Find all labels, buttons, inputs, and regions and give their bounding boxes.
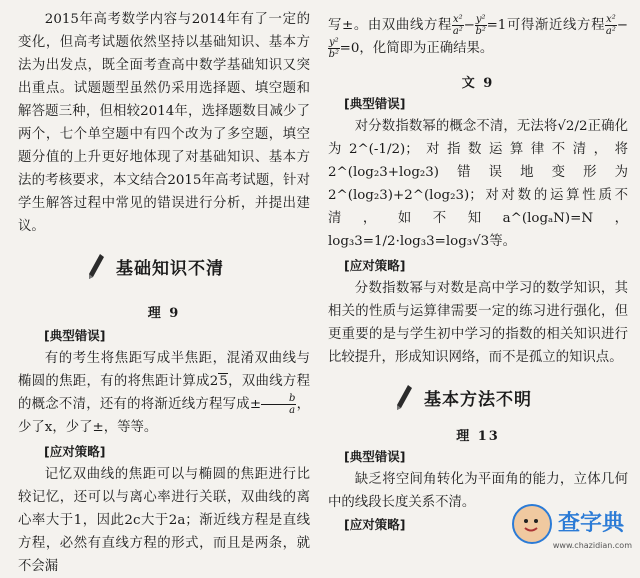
strategy-text: 分数指数幂与对数是高中学习的数学知识，其相关的性质与运算律需要一定的练习进行强化，但更重要的是与学生初中学习的指数的相关知识进行比较提升，形成知识网络，而不是孤立的知识点。 xyxy=(328,281,628,365)
mascot-icon xyxy=(512,504,552,544)
problem-error-text xyxy=(18,347,310,439)
watermark-url: www.chazidian.com xyxy=(552,541,632,550)
typical-error-label: [典型错误] xyxy=(44,328,106,343)
fraction-numerator: y² xyxy=(475,14,486,25)
fraction xyxy=(605,14,617,37)
strategy-label: [应对策略] xyxy=(344,258,406,273)
error-text-b: ，双曲线方程的概念不清，还有的将渐近线方程写成± xyxy=(18,374,310,412)
continuation-b: =1可得渐近线方程 xyxy=(486,18,606,33)
fraction-numerator: y² xyxy=(329,37,339,48)
fraction-denominator: a² xyxy=(605,26,616,37)
fraction xyxy=(328,37,340,60)
fraction-numerator: x² xyxy=(453,14,463,25)
fraction-numerator: b xyxy=(261,393,296,405)
continuation-text: 写±。由双曲线方程 $\frac{\text{x²}}{\text{a²}}$ − $\frac{\text{y²}}{\text{b²}}$ =1可得渐近线方程 $\frac{\text{x²}}{\text{a²}}$ − $\frac{\text{y²}}{\text{b²}}$ =0，化简即为正确结果。 xyxy=(328,14,628,60)
fraction-denominator: b² xyxy=(475,26,486,37)
strategy-label: [应对策略] xyxy=(344,517,406,532)
section-heading-basic-method xyxy=(394,383,628,411)
problem-title: 理 9 xyxy=(147,306,181,321)
typical-error-label: [典型错误] xyxy=(344,449,406,464)
problem-title: 文 9 xyxy=(461,76,495,91)
watermark-logo xyxy=(512,502,632,546)
section-title: 基础知识不清 xyxy=(116,258,224,279)
strategy-label: [应对策略] xyxy=(44,444,106,459)
fraction-denominator: a xyxy=(289,405,296,416)
continuation-c: =0，化简即为正确结果。 xyxy=(339,41,494,56)
right-column xyxy=(328,0,628,536)
fraction xyxy=(261,393,296,416)
sqrt-value: 5 xyxy=(219,374,228,389)
fraction-denominator: b² xyxy=(328,49,340,60)
intro-paragraph: 2015年高考数学内容与2014年有了一定的变化，但高考试题依然坚持以基础知识、基本方法为出发点，既全面考查高中数学基础知识又突出重点。试题题型虽然仍采用选择题、填空题和解答题三种，但相较2014年，选择题数目减少了两个，七个单空题中有四个改为了多空题，填空题分值的上升更好地体现了对基础知识、基本方法的考核要求，本文结合2015年高考试题，针对学生解答过程中常见的错误进行分析，并提出建议。 xyxy=(18,12,310,234)
fraction xyxy=(452,14,464,37)
section-heading-basic-knowledge xyxy=(86,252,310,280)
problem-error-text: 缺乏将空间角转化为平面角的能力，立体几何中的线段长度关系不清。 xyxy=(328,472,628,510)
pen-icon xyxy=(394,383,414,411)
section-title: 基本方法不明 xyxy=(424,389,532,410)
problem-error-text: 对分数指数幂的概念不清，无法将√2/2正确化为2^(-1/2)；对指数运算律不清，将2^(log₂3+log₂3)错误地变形为2^(log₂3)+2^(log₂3)；对对数的运算性质不清，如不知a^(logₐN)=N，log₃3=1/2·log₃3=log₃√3等。 xyxy=(328,119,628,249)
error-text-c: ，少了x，少了±，等等。 xyxy=(18,397,311,435)
mascot-face-icon xyxy=(514,506,550,542)
fraction-denominator: a² xyxy=(452,26,463,37)
fraction-numerator: x² xyxy=(606,14,616,25)
error-text-a: 有的考生将焦距写成半焦距，混淆双曲线与椭圆的焦距，有的将焦距计算成2 xyxy=(18,351,310,389)
watermark-brand: 查字典 xyxy=(558,511,625,536)
typical-error-label: [典型错误] xyxy=(344,96,406,111)
problem-title: 理 13 xyxy=(456,429,500,444)
pen-icon xyxy=(86,252,106,280)
fraction xyxy=(475,14,487,37)
strategy-text: 记忆双曲线的焦距可以与椭圆的焦距进行比较记忆，还可以与离心率进行关联，双曲线的离心率大于1，因此2c大于2a；渐近线方程是直线方程，必然有直线方程的形式，而且是两条，就不会漏 xyxy=(18,467,310,574)
continuation-a: 写±。由双曲线方程 xyxy=(328,18,453,33)
left-column xyxy=(18,0,310,578)
